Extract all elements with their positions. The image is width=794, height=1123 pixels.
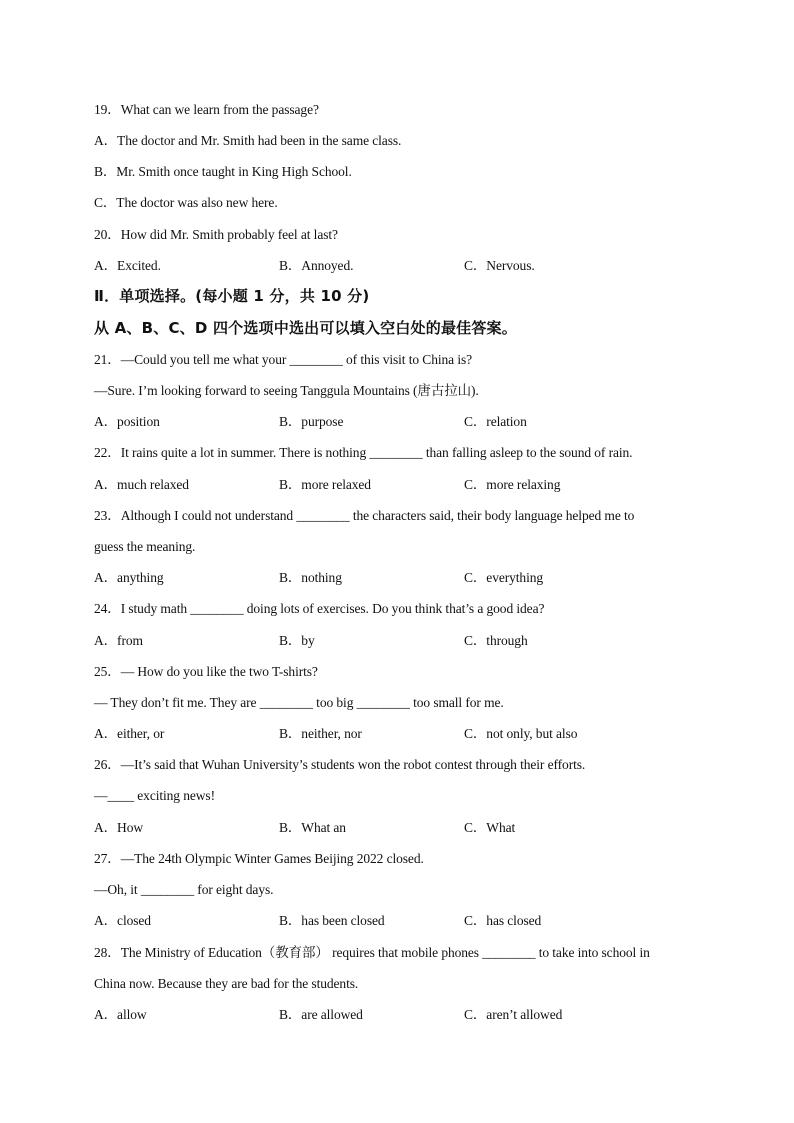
q19-option-b: B．Mr. Smith once taught in King High School. xyxy=(94,164,352,179)
q19-stem: 19．What can we learn from the passage? xyxy=(94,102,319,117)
q21-option-a: A．position xyxy=(94,414,160,429)
q25-option-c: C．not only, but also xyxy=(464,726,578,741)
q24-stem: 24．I study math ________ doing lots of exercises. Do you think that’s a good idea? xyxy=(94,601,545,616)
q28-option-b: B．are allowed xyxy=(279,1007,363,1022)
q28-stem-line2: China now. Because they are bad for the students. xyxy=(94,976,359,991)
q24-option-a: A．from xyxy=(94,633,143,648)
q25-stem-line1: 25．— How do you like the two T-shirts? xyxy=(94,664,318,679)
q28-option-c: C．aren’t allowed xyxy=(464,1007,563,1022)
q22-option-a: A．much relaxed xyxy=(94,477,189,492)
q23-option-b: B．nothing xyxy=(279,570,342,585)
q26-option-b: B．What an xyxy=(279,820,346,835)
q19-option-a: A．The doctor and Mr. Smith had been in the same class. xyxy=(94,133,402,148)
section-title: Ⅱ．单项选择。(每小题 1 分，共 10 分) xyxy=(94,287,370,305)
q26-stem-line1: 26．—It’s said that Wuhan University’s students won the robot contest through their efforts. xyxy=(94,757,586,772)
q23-option-c: C．everything xyxy=(464,570,544,585)
q27-option-c: C．has closed xyxy=(464,913,542,928)
q21-stem-line1: 21．—Could you tell me what your ________ of this visit to China is? xyxy=(94,352,473,367)
q27-stem-line1: 27．—The 24th Olympic Winter Games Beijing 2022 closed. xyxy=(94,851,424,866)
q28-option-a: A．allow xyxy=(94,1007,147,1022)
q24-option-c: C．through xyxy=(464,633,528,648)
q23-option-a: A．anything xyxy=(94,570,164,585)
q26-option-a: A．How xyxy=(94,820,143,835)
q22-option-b: B．more relaxed xyxy=(279,477,371,492)
q27-stem-line2: —Oh, it ________ for eight days. xyxy=(94,882,274,897)
q27-option-b: B．has been closed xyxy=(279,913,385,928)
q23-stem-line1: 23．Although I could not understand ________ the characters said, their body language helped me to xyxy=(94,508,635,523)
q20-option-a: A．Excited. xyxy=(94,258,161,273)
section-instruction: 从 A、B、C、D 四个选项中选出可以填入空白处的最佳答案。 xyxy=(94,319,517,337)
q22-option-c: C．more relaxing xyxy=(464,477,561,492)
q19-option-c: C．The doctor was also new here. xyxy=(94,195,278,210)
q25-option-b: B．neither, nor xyxy=(279,726,362,741)
q27-option-a: A．closed xyxy=(94,913,151,928)
q23-stem-line2: guess the meaning. xyxy=(94,539,196,554)
q24-option-b: B．by xyxy=(279,633,315,648)
q25-option-a: A．either, or xyxy=(94,726,165,741)
q28-stem-line1: 28．The Ministry of Education（教育部） requires that mobile phones ________ to take into school in xyxy=(94,945,650,960)
q25-stem-line2: — They don’t fit me. They are ________ too big ________ too small for me. xyxy=(94,695,504,710)
q21-option-b: B．purpose xyxy=(279,414,344,429)
q21-stem-line2: —Sure. I’m looking forward to seeing Tanggula Mountains (唐古拉山). xyxy=(94,383,479,398)
q20-option-c: C．Nervous. xyxy=(464,258,535,273)
q22-stem: 22．It rains quite a lot in summer. There is nothing ________ than falling asleep to the sound of rain. xyxy=(94,445,633,460)
q20-option-b: B．Annoyed. xyxy=(279,258,354,273)
q26-stem-line2: —____ exciting news! xyxy=(94,788,215,803)
q20-stem: 20．How did Mr. Smith probably feel at last? xyxy=(94,227,338,242)
q26-option-c: C．What xyxy=(464,820,516,835)
q21-option-c: C．relation xyxy=(464,414,527,429)
